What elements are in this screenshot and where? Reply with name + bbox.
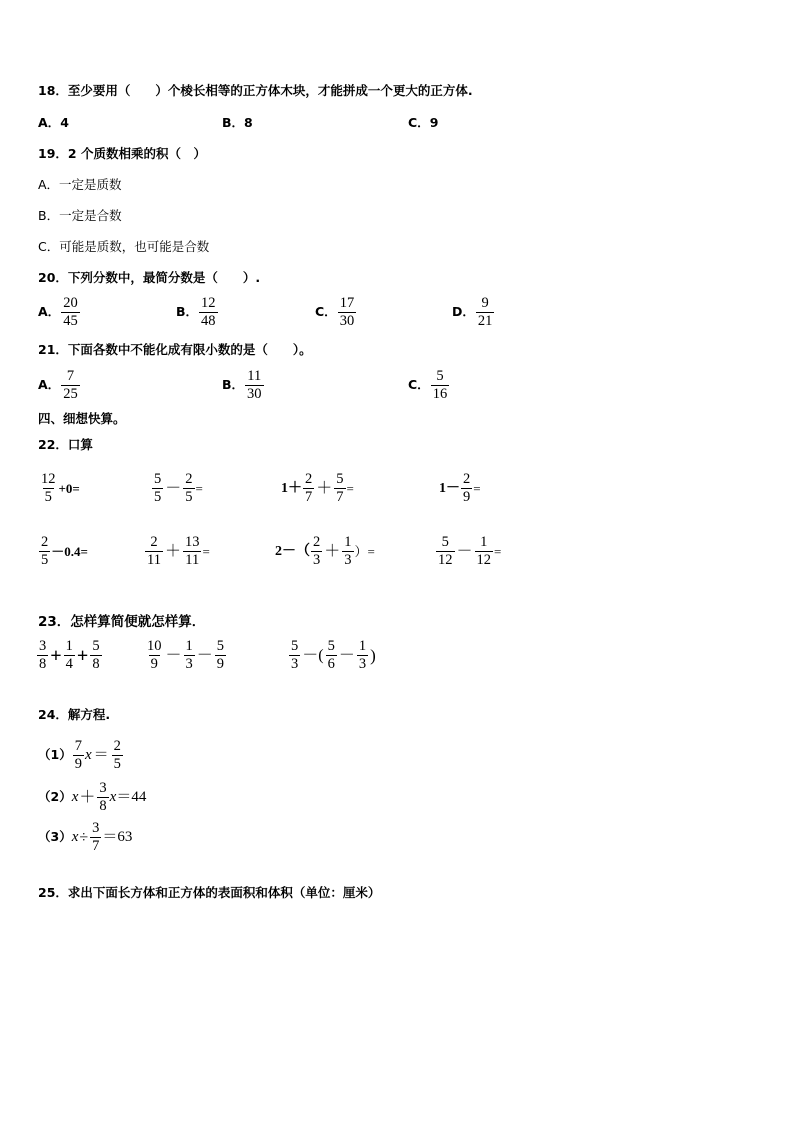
- q24-eq-2: （2） x ＋ $\frac{3}{8}$ x ＝44: [38, 780, 147, 815]
- fraction: $\frac{5}{16}$: [432, 368, 448, 403]
- q21-option-c[interactable]: C． $\frac{5}{16}$: [408, 368, 448, 403]
- q22-expr-6: $\frac{2}{11}$ ＋ $\frac{13}{11}$ =: [147, 534, 210, 569]
- fraction: $\frac{17}{30}$: [339, 295, 355, 330]
- q21-option-a[interactable]: A． $\frac{7}{25}$: [38, 368, 78, 403]
- q20-option-a[interactable]: A． $\frac{20}{45}$: [38, 295, 78, 330]
- q18-stem: 18．至少要用（ ）个棱长相等的正方体木块，才能拼成一个更大的正方体.: [38, 83, 473, 98]
- q20-option-d[interactable]: D． $\frac{9}{21}$: [452, 295, 493, 330]
- q22-expr-2: $\frac{5}{5}$ － $\frac{2}{5}$ =: [154, 471, 203, 506]
- q22-expr-5: $\frac{2}{5}$ －0.4=: [41, 534, 88, 569]
- q19-option-b[interactable]: B．一定是合数: [38, 208, 122, 223]
- q22-expr-4: 1－ $\frac{2}{9}$ =: [439, 471, 481, 506]
- q22-stem: 22．口算: [38, 437, 93, 452]
- fraction: $\frac{20}{45}$: [63, 295, 78, 330]
- q25-stem: 25．求出下面长方体和正方体的表面积和体积（单位：厘米）: [38, 885, 381, 900]
- q20-stem: 20．下列分数中，最简分数是（ ）.: [38, 270, 261, 285]
- q20-option-c[interactable]: C． $\frac{17}{30}$: [315, 295, 355, 330]
- q23-expr-1: $\frac{3}{8}$ + $\frac{1}{4}$ + $\frac{5}{8}$: [39, 638, 100, 673]
- section-title: 四、细想快算。: [38, 411, 126, 426]
- q22-expr-8: $\frac{5}{12}$ － $\frac{1}{12}$ =: [438, 534, 502, 569]
- q24-eq-1: （1） $\frac{7}{9}$ x ＝ $\frac{2}{5}$: [38, 738, 121, 773]
- q22-expr-1: $\frac{12}{5}$ +0=: [41, 471, 80, 506]
- fraction: $\frac{12}{48}$: [201, 295, 216, 330]
- q23-expr-3: $\frac{5}{3}$ －( $\frac{5}{6}$ － $\frac{1}{3}$ ): [291, 638, 376, 673]
- q20-option-b[interactable]: B． $\frac{12}{48}$: [176, 295, 216, 330]
- q21-option-b[interactable]: B． $\frac{11}{30}$: [222, 368, 262, 403]
- fraction: $\frac{7}{25}$: [63, 368, 78, 403]
- q24-stem: 24．解方程.: [38, 707, 111, 722]
- fraction: $\frac{11}{30}$: [247, 368, 262, 403]
- q18-option-a[interactable]: A．4: [38, 115, 69, 130]
- q19-stem: 19．2 个质数相乘的积（ ）: [38, 146, 206, 161]
- q22-expr-7: 2－（ $\frac{2}{3}$ ＋ $\frac{1}{3}$ ）=: [275, 534, 375, 569]
- q21-stem: 21．下面各数中不能化成有限小数的是（ ）。: [38, 342, 312, 357]
- q19-option-c[interactable]: C．可能是质数，也可能是合数: [38, 239, 210, 254]
- q24-eq-3: （3） x ÷ $\frac{3}{7}$ ＝63: [38, 820, 133, 855]
- q19-option-a[interactable]: A．一定是质数: [38, 177, 122, 192]
- q18-option-c[interactable]: C．9: [408, 115, 439, 130]
- q23-stem: 23．怎样算简便就怎样算．: [38, 614, 206, 630]
- fraction: $\frac{9}{21}$: [477, 295, 493, 330]
- q18-option-b[interactable]: B．8: [222, 115, 253, 130]
- q22-expr-3: 1＋ $\frac{2}{7}$ ＋ $\frac{5}{7}$ =: [281, 471, 354, 506]
- q23-expr-2: $\frac{10}{9}$ － $\frac{1}{3}$ － $\frac{5}{9}$: [147, 638, 225, 673]
